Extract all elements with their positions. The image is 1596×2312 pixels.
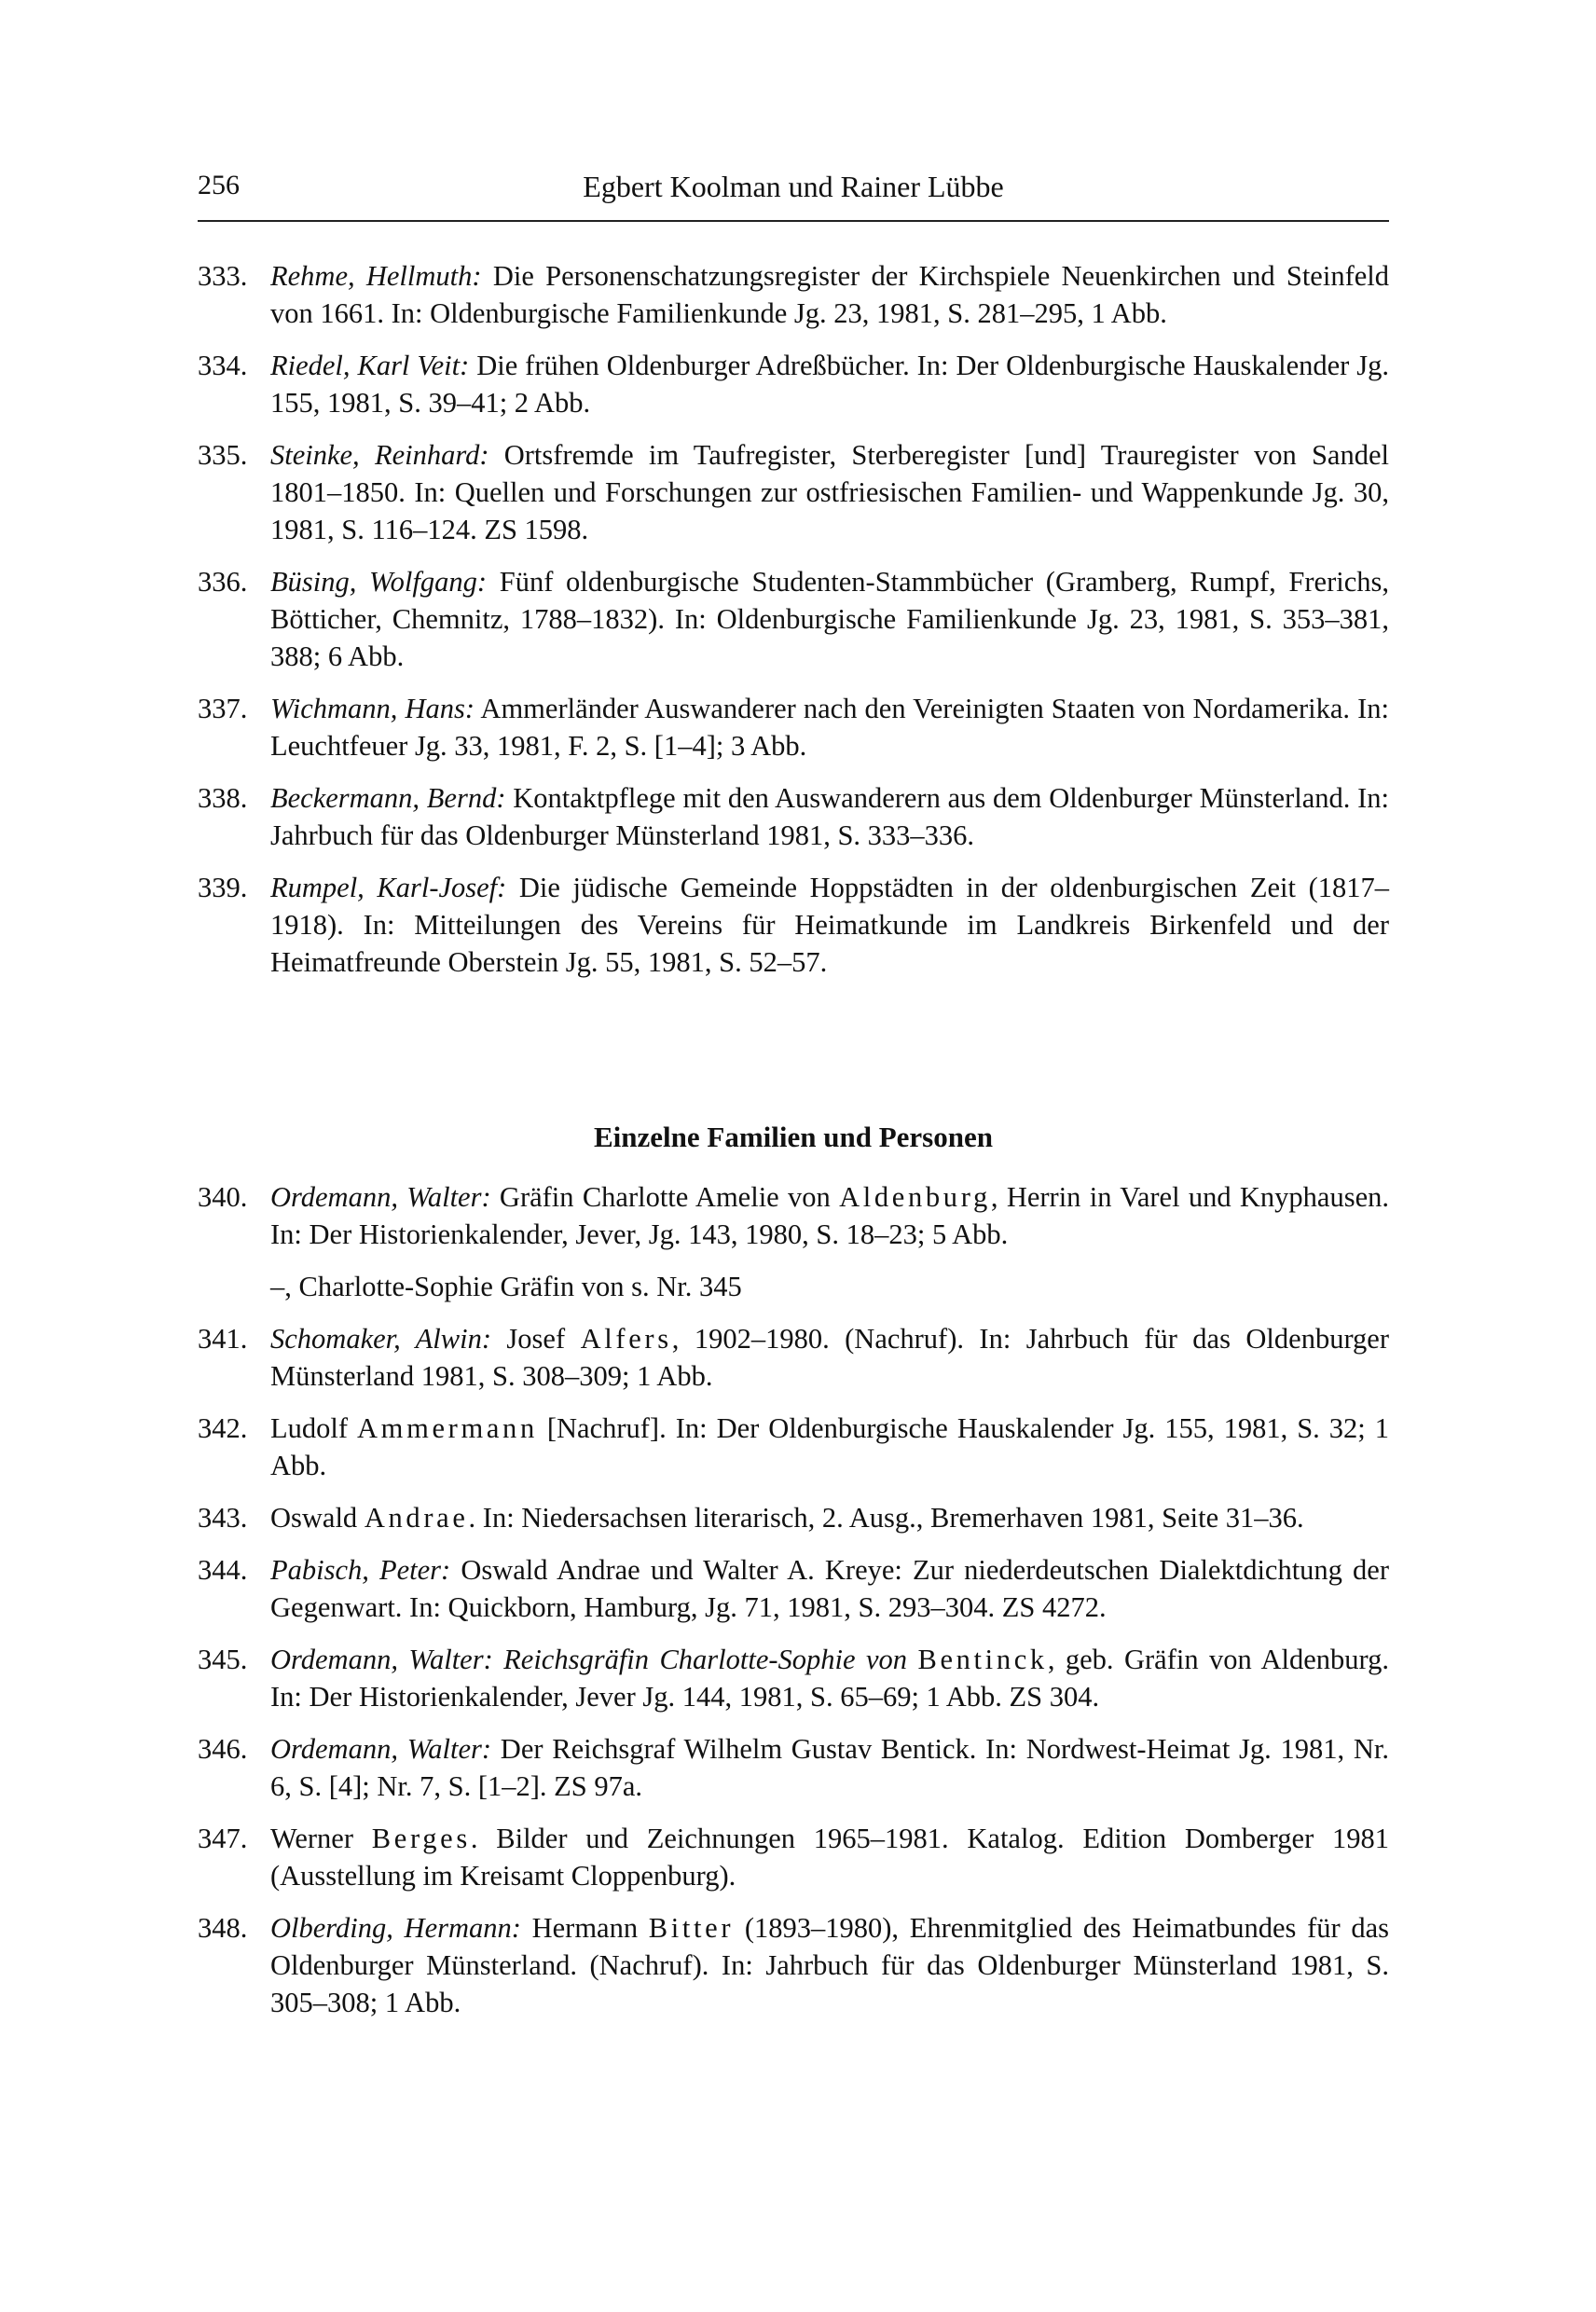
entry-author: Wichmann, Hans: bbox=[270, 693, 475, 724]
entry-author: Rumpel, Karl-Josef: bbox=[270, 872, 507, 903]
entry-number: 334. bbox=[198, 350, 248, 381]
bibliography-entry-334 bbox=[198, 347, 1389, 421]
entry-number: 344. bbox=[198, 1554, 248, 1586]
entry-text: [Nachruf]. In: Der Oldenburgische Hauskalender Jg. 155, 1981, S. 32; 1 Abb. bbox=[270, 1412, 1389, 1481]
entry-person-name: Alfers bbox=[580, 1323, 672, 1355]
entry-text: Gräfin Charlotte Amelie von bbox=[490, 1181, 840, 1213]
entry-text: Ludolf bbox=[270, 1412, 357, 1444]
bibliography-entry-347 bbox=[198, 1820, 1389, 1894]
entry-author: Büsing, Wolfgang: bbox=[270, 566, 488, 598]
entry-number: 346. bbox=[198, 1733, 248, 1765]
bibliography-entry-342 bbox=[198, 1410, 1389, 1484]
bibliography-entry-343 bbox=[198, 1499, 1389, 1536]
entry-number: 342. bbox=[198, 1412, 248, 1444]
entry-author: Riedel, Karl Veit: bbox=[270, 350, 470, 381]
bibliography-entry-335 bbox=[198, 436, 1389, 548]
bibliography-entry-339 bbox=[198, 869, 1389, 981]
entry-text: Ortsfremde im Taufregister, Sterberegister [und] Trauregister von Sandel 1801–1850. In: Quellen und Forschungen zur ostfriesischen Familien- und Wappenkunde Jg. 30, 1981, S. 116–124. ZS 1598. bbox=[270, 439, 1389, 545]
entry-author: Steinke, Reinhard: bbox=[270, 439, 489, 471]
entry-person-name: Andrae bbox=[364, 1502, 469, 1534]
entry-number: 347. bbox=[198, 1823, 248, 1854]
entry-number: 335. bbox=[198, 439, 248, 471]
bibliography-entry-346 bbox=[198, 1730, 1389, 1805]
running-head: Egbert Koolman und Rainer Lübbe bbox=[583, 170, 1004, 203]
entry-text: Kontaktpflege mit den Auswanderern aus dem Oldenburger Münsterland. In: Jahrbuch für das Oldenburger Münsterland 1981, S. 333–336. bbox=[270, 782, 1389, 851]
entry-text: Oswald Andrae und Walter A. Kreye: Zur niederdeutschen Dialektdichtung der Gegenwart. In: Quickborn, Hamburg, Jg. 71, 1981, S. 293–304. ZS 4272. bbox=[270, 1554, 1389, 1623]
entry-author: Beckermann, Bernd: bbox=[270, 782, 506, 814]
entry-text: Der Reichsgraf Wilhelm Gustav Bentick. In: Nordwest-Heimat Jg. 1981, Nr. 6, S. [4]; Nr. 7, S. [1–2]. ZS 97a. bbox=[270, 1733, 1389, 1802]
entry-text: , Herrin in Varel und Knyphausen. In: Der Historienkalender, Jever, Jg. 143, 1980, S. 18–23; 5 Abb. bbox=[270, 1181, 1389, 1250]
entry-number: 338. bbox=[198, 782, 248, 814]
entry-text: Fünf oldenburgische Studenten-Stammbücher (Gramberg, Rumpf, Frerichs, Bötticher, Chemnitz, 1788–1832). In: Oldenburgische Familienkunde Jg. 23, 1981, S. 353–381, 388; 6 Abb. bbox=[270, 566, 1389, 672]
bibliography-entry-333 bbox=[198, 257, 1389, 332]
entry-number: 339. bbox=[198, 872, 248, 903]
bibliography-entry-344 bbox=[198, 1551, 1389, 1626]
entry-person-name: Berges bbox=[371, 1823, 471, 1854]
entry-person-name: Ammermann bbox=[357, 1412, 538, 1444]
entry-author: Ordemann, Walter: bbox=[270, 1644, 493, 1675]
bibliography-entry-338 bbox=[198, 779, 1389, 854]
bibliography-entry-337 bbox=[198, 690, 1389, 764]
entry-text: Die jüdische Gemeinde Hoppstädten in der oldenburgischen Zeit (1817–1918). In: Mitteilungen des Vereins für Heimatkunde im Landkreis Birkenfeld und der Heimatfreunde Oberstein Jg. 55, 1981, S. 52–57. bbox=[270, 872, 1389, 978]
entry-person-name: Aldenburg bbox=[839, 1181, 991, 1213]
entry-number: 337. bbox=[198, 693, 248, 724]
entry-text: Ammerländer Auswanderer nach den Vereinigten Staaten von Nordamerika. In: Leuchtfeuer Jg. 33, 1981, F. 2, S. [1–4]; 3 Abb. bbox=[270, 693, 1389, 762]
entry-title-italic: Reichsgräfin Charlotte-Sophie von bbox=[492, 1644, 918, 1675]
entry-text: Oswald bbox=[270, 1502, 365, 1534]
entry-text: Hermann bbox=[520, 1912, 649, 1944]
entry-text: . In: Niedersachsen literarisch, 2. Ausg., Bremerhaven 1981, Seite 31–36. bbox=[468, 1502, 1304, 1534]
bibliography-entry-348 bbox=[198, 1909, 1389, 2021]
entry-person-name: Bentinck bbox=[917, 1644, 1048, 1675]
bibliography-entry-341 bbox=[198, 1320, 1389, 1395]
entry-text: (1893–1980), Ehrenmitglied des Heimatbundes für das Oldenburger Münsterland. (Nachruf). In: Jahrbuch für das Oldenburger Münsterland 1981, S. 305–308; 1 Abb. bbox=[270, 1912, 1389, 2018]
entry-author: Schomaker, Alwin: bbox=[270, 1323, 491, 1355]
entry-text: . Bilder und Zeichnungen 1965–1981. Katalog. Edition Domberger 1981 (Ausstellung im Kreisamt Cloppenburg). bbox=[270, 1823, 1389, 1892]
cross-reference: –, Charlotte-Sophie Gräfin von s. Nr. 345 bbox=[270, 1271, 742, 1302]
entry-text: Die frühen Oldenburger Adreßbücher. In: Der Oldenburgische Hauskalender Jg. 155, 1981, S. 39–41; 2 Abb. bbox=[270, 350, 1389, 419]
entry-text: , geb. Gräfin von Aldenburg. In: Der Historienkalender, Jever Jg. 144, 1981, S. 65–69; 1 Abb. ZS 304. bbox=[270, 1644, 1389, 1713]
bibliography-list-persons bbox=[198, 1178, 1389, 2036]
bibliography-list-genealogy bbox=[198, 257, 1389, 996]
entry-author: Rehme, Hellmuth: bbox=[270, 260, 482, 292]
bibliography-entry-340 bbox=[198, 1178, 1389, 1253]
entry-text: , 1902–1980. (Nachruf). In: Jahrbuch für das Oldenburger Münsterland 1981, S. 308–309; 1 Abb. bbox=[270, 1323, 1389, 1392]
entry-number: 343. bbox=[198, 1502, 248, 1534]
entry-text: Josef bbox=[490, 1323, 581, 1355]
entry-person-name: Bitter bbox=[648, 1912, 735, 1944]
entry-number: 345. bbox=[198, 1644, 248, 1675]
bibliography-entry-345 bbox=[198, 1641, 1389, 1715]
entry-number: 333. bbox=[198, 260, 248, 292]
bibliography-entry-336 bbox=[198, 563, 1389, 675]
entry-author: Ordemann, Walter: bbox=[270, 1733, 492, 1765]
entry-author: Olberding, Hermann: bbox=[270, 1912, 521, 1944]
entry-number: 340. bbox=[198, 1181, 248, 1213]
entry-text: Die Personenschatzungsregister der Kirchspiele Neuenkirchen und Steinfeld von 1661. In: Oldenburgische Familienkunde Jg. 23, 1981, S. 281–295, 1 Abb. bbox=[270, 260, 1389, 329]
entry-number: 336. bbox=[198, 566, 248, 598]
section-heading: Einzelne Familien und Personen bbox=[594, 1121, 993, 1153]
entry-number: 341. bbox=[198, 1323, 248, 1355]
page-header bbox=[198, 170, 1389, 222]
entry-author: Pabisch, Peter: bbox=[270, 1554, 451, 1586]
entry-text: Werner bbox=[270, 1823, 372, 1854]
page-number: 256 bbox=[198, 170, 240, 200]
entry-number: 348. bbox=[198, 1912, 248, 1944]
entry-author: Ordemann, Walter: bbox=[270, 1181, 491, 1213]
